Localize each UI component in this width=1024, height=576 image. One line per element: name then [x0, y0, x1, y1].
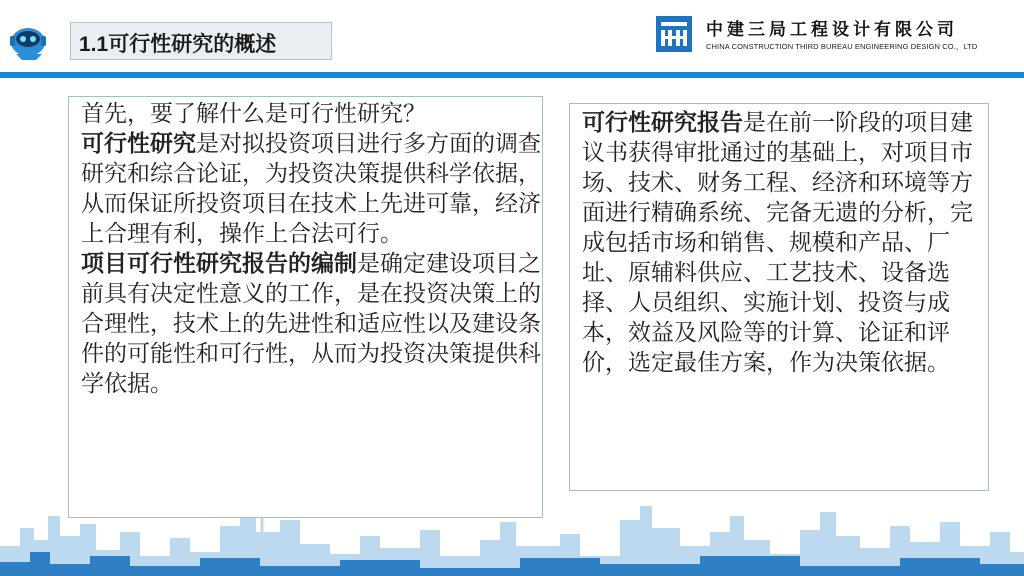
company-name-en: CHINA CONSTRUCTION THIRD BUREAU ENGINEERING DESIGN CO.，LTD [706, 42, 978, 51]
intro-question: 首先，要了解什么是可行性研究？ [81, 101, 426, 127]
right-text-box [569, 103, 989, 491]
definition-feasibility-study: 是对拟投资项目进行多方面的调查研究和综合论证，为投资决策提供科学依据，从而保证所投资项目在技术上先进可靠，经济上合理有利，操作上合法可行。 [81, 131, 541, 247]
company-logo-icon [656, 16, 692, 52]
robot-mascot-icon [6, 22, 52, 62]
left-paragraph [81, 99, 542, 399]
definition-report-compilation: 是确定建设项目之前具有决定性意义的工作，是在投资决策上的合理性，技术上的先进性和适应性以及建设条件的可能性和可行性，从而为投资决策提供科学依据。 [81, 251, 541, 397]
term-report-compilation: 项目可行性研究报告的编制 [81, 251, 357, 277]
term-feasibility-study: 可行性研究 [81, 131, 196, 157]
header [0, 0, 1024, 72]
section-title: 1.1可行性研究的概述 [79, 33, 277, 56]
term-feasibility-report: 可行性研究报告 [582, 110, 743, 136]
right-paragraph [582, 108, 988, 378]
definition-feasibility-report: 是在前一阶段的项目建议书获得审批通过的基础上，对项目市场、技术、财务工程、经济和环境等方面进行精确系统、完备无遗的分析，完成包括市场和销售、规模和产品、厂址、原辅料供应、工艺技术、设备选择、人员组织、实施计划、投资与成本，效益及风险等的计算、论证和评价，选定最佳方案，作为决策依据。 [582, 110, 973, 376]
header-divider [0, 72, 1024, 78]
company-name-cn: 中建三局工程设计有限公司 [706, 20, 958, 39]
section-title-box [70, 22, 332, 60]
left-text-box [68, 96, 543, 518]
